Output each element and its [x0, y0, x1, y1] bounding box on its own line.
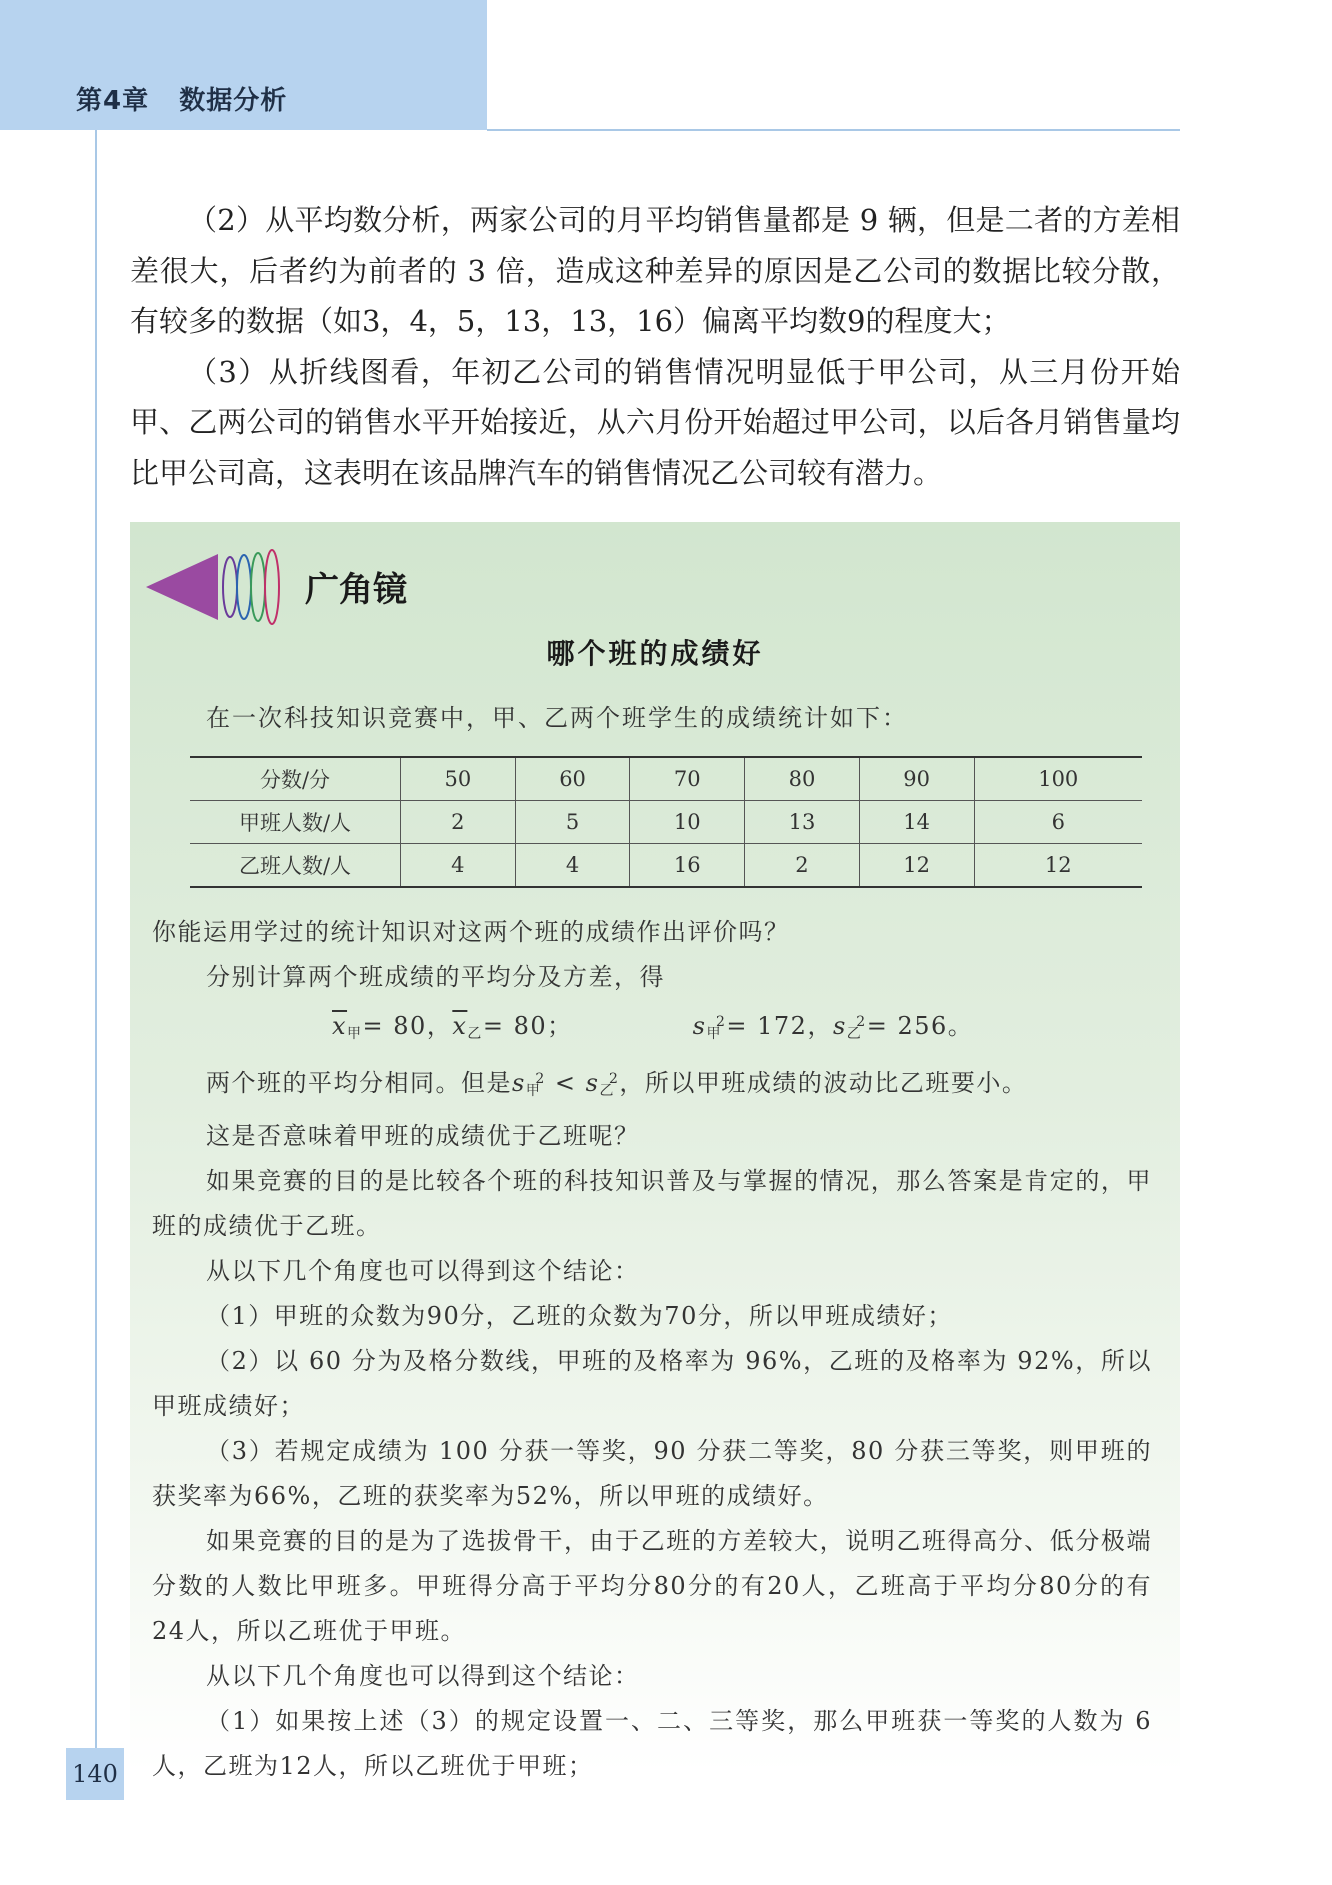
table-cell: 14 [859, 801, 974, 844]
margin-rule [95, 130, 97, 1755]
box-intro: 在一次科技知识竞赛中，甲、乙两个班学生的成绩统计如下： [206, 704, 908, 732]
table-cell: 6 [974, 801, 1142, 844]
question-text: 你能运用学过的统计知识对这两个班的成绩作出评价吗？ [152, 918, 790, 946]
table-cell: 10 [630, 801, 745, 844]
chapter-header [76, 80, 287, 117]
table-cell: 12 [859, 844, 974, 888]
page-number: 140 [66, 1748, 124, 1800]
table-cell: 4 [515, 844, 630, 888]
table-cell: 5 [515, 801, 630, 844]
table-cell: 2 [745, 844, 860, 888]
table-cell: 80 [745, 757, 860, 801]
paragraph: （2）以 60 分为及格分数线，甲班的及格率为 96%，乙班的及格率为 92%，所以甲班成绩好； [152, 1347, 1152, 1420]
chapter-title: 数据分析 [179, 86, 288, 116]
paragraph: （1）如果按上述（3）的规定设置一、二、三等奖，那么甲班获一等奖的人数为 6 人，乙班为12人，所以乙班优于甲班； [152, 1707, 1152, 1780]
table-cell: 70 [630, 757, 745, 801]
table-cell: 甲班人数/人 [238, 811, 352, 835]
table-row [190, 844, 1142, 888]
table-row [190, 801, 1142, 844]
table-row [190, 757, 1142, 801]
table-cell: 分数/分 [259, 768, 331, 792]
table-cell: 2 [401, 801, 516, 844]
score-table [190, 756, 1142, 888]
paragraph: 这是否意味着甲班的成绩优于乙班呢？ [206, 1122, 640, 1150]
box-body [152, 910, 1152, 1789]
chapter-number: 第4章 [76, 86, 150, 116]
wide-angle-box [130, 522, 1180, 1780]
paragraph: 如果竞赛的目的是比较各个班的科技知识普及与掌握的情况，那么答案是肯定的，甲班的成绩优于乙班。 [152, 1167, 1152, 1240]
paragraph-mean-analysis: （2）从平均数分析，两家公司的月平均销售量都是 9 辆，但是二者的方差相差很大，后者约为前者的 3 倍，造成这种差异的原因是乙公司的数据比较分散，有较多的数据（如3，4，5，13，13，16）偏离平均数9的程度大； [130, 203, 1180, 338]
box-subtitle: 哪个班的成绩好 [546, 637, 764, 670]
table-cell: 16 [630, 844, 745, 888]
paragraph: 如果竞赛的目的是为了选拔骨干，由于乙班的方差较大，说明乙班得高分、低分极端分数的人数比甲班多。甲班得分高于平均分80分的有20人，乙班高于平均分80分的有24人，所以乙班优于甲班。 [152, 1527, 1152, 1645]
paragraph: 两个班的平均分相同。但是$s_甲^2 < s_乙^2$，所以甲班成绩的波动比乙班要小。 [206, 1069, 1028, 1099]
paragraph: （1）甲班的众数为90分，乙班的众数为70分，所以甲班成绩好； [206, 1302, 953, 1330]
table-cell: 90 [859, 757, 974, 801]
paragraph: 从以下几个角度也可以得到这个结论： [206, 1257, 640, 1285]
box-heading: 广角镜 [305, 570, 407, 610]
wide-angle-lens-icon [146, 544, 286, 630]
table-cell: 13 [745, 801, 860, 844]
paragraph-line-chart-analysis: （3）从折线图看，年初乙公司的销售情况明显低于甲公司，从三月份开始甲、乙两公司的销售水平开始接近，从六月份开始超过甲公司，以后各月销售量均比甲公司高，这表明在该品牌汽车的销售情况乙公司较有潜力。 [130, 354, 1180, 490]
formula-line: $\overline{x}_甲= 80$，$\overline{x}_乙= 80$； $s_甲^2= 172$，$s_乙^2= 256$。 [332, 1012, 974, 1042]
main-text [130, 195, 1180, 498]
table-cell: 12 [974, 844, 1142, 888]
table-cell: 50 [401, 757, 516, 801]
table-cell: 60 [515, 757, 630, 801]
paragraph: 从以下几个角度也可以得到这个结论： [206, 1662, 640, 1690]
table-cell: 100 [974, 757, 1142, 801]
paragraph: 分别计算两个班成绩的平均分及方差，得 [206, 963, 665, 991]
paragraph: （3）若规定成绩为 100 分获一等奖，90 分获二等奖，80 分获三等奖，则甲班的获奖率为66%，乙班的获奖率为52%，所以甲班的成绩好。 [152, 1437, 1152, 1510]
table-cell: 乙班人数/人 [238, 854, 352, 878]
header-rule [487, 129, 1180, 131]
table-cell: 4 [401, 844, 516, 888]
